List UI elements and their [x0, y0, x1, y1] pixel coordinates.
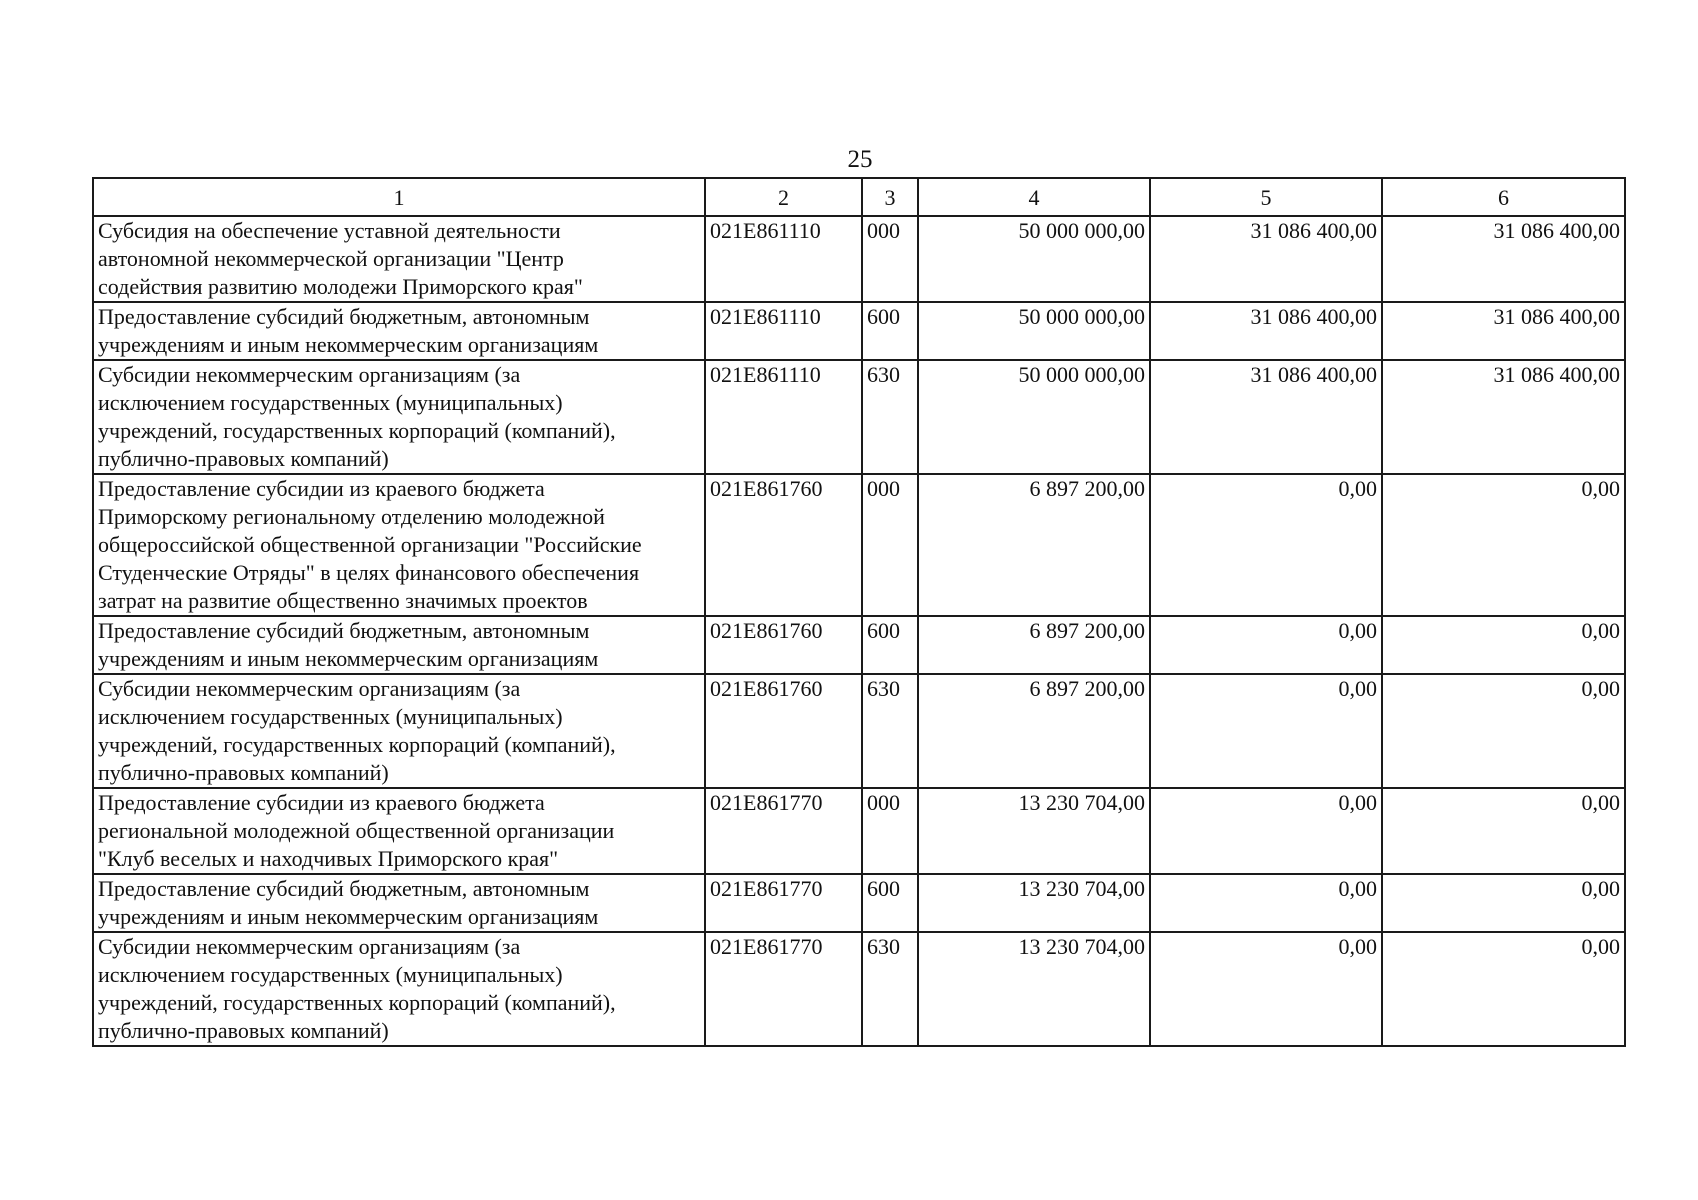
target-code-cell: 021E861110 — [705, 360, 862, 474]
amount-col5-cell: 31 086 400,00 — [1150, 360, 1382, 474]
description-cell: Предоставление субсидии из краевого бюджета Приморскому региональному отделению молодежной общероссийской общественной организации "Российские Студенческие Отряды" в целях финансового обеспечения затрат на развитие общественно значимых проектов — [93, 474, 705, 616]
column-header-1: 1 — [93, 178, 705, 216]
expense-type-cell: 000 — [862, 788, 918, 874]
target-code-cell: 021E861770 — [705, 874, 862, 932]
amount-col6-cell: 0,00 — [1382, 616, 1625, 674]
description-cell: Предоставление субсидий бюджетным, автономным учреждениям и иным некоммерческим организациям — [93, 302, 705, 360]
amount-col6-cell: 0,00 — [1382, 674, 1625, 788]
amount-col4-cell: 13 230 704,00 — [918, 932, 1150, 1046]
description-cell: Предоставление субсидий бюджетным, автономным учреждениям и иным некоммерческим организациям — [93, 874, 705, 932]
column-header-3: 3 — [862, 178, 918, 216]
expense-type-cell: 630 — [862, 674, 918, 788]
amount-col5-cell: 0,00 — [1150, 788, 1382, 874]
column-header-2: 2 — [705, 178, 862, 216]
expense-type-cell: 630 — [862, 360, 918, 474]
amount-col4-cell: 13 230 704,00 — [918, 788, 1150, 874]
column-header-4: 4 — [918, 178, 1150, 216]
target-code-cell: 021E861110 — [705, 216, 862, 302]
expense-type-cell: 600 — [862, 302, 918, 360]
amount-col6-cell: 31 086 400,00 — [1382, 302, 1625, 360]
table-row — [93, 932, 1625, 1046]
table-row — [93, 216, 1625, 302]
amount-col5-cell: 0,00 — [1150, 874, 1382, 932]
amount-col5-cell: 0,00 — [1150, 674, 1382, 788]
amount-col5-cell: 0,00 — [1150, 932, 1382, 1046]
page-number: 25 — [847, 146, 873, 173]
amount-col6-cell: 0,00 — [1382, 874, 1625, 932]
description-cell: Предоставление субсидии из краевого бюджета региональной молодежной общественной организации "Клуб веселых и находчивых Приморского края" — [93, 788, 705, 874]
description-cell: Субсидии некоммерческим организациям (за исключением государственных (муниципальных) учреждений, государственных корпораций (компаний), публично-правовых компаний) — [93, 674, 705, 788]
target-code-cell: 021E861760 — [705, 474, 862, 616]
amount-col5-cell: 31 086 400,00 — [1150, 302, 1382, 360]
expense-type-cell: 630 — [862, 932, 918, 1046]
amount-col6-cell: 0,00 — [1382, 932, 1625, 1046]
target-code-cell: 021E861770 — [705, 788, 862, 874]
table-row — [93, 874, 1625, 932]
amount-col4-cell: 6 897 200,00 — [918, 474, 1150, 616]
table-row — [93, 302, 1625, 360]
description-cell: Предоставление субсидий бюджетным, автономным учреждениям и иным некоммерческим организациям — [93, 616, 705, 674]
amount-col4-cell: 50 000 000,00 — [918, 216, 1150, 302]
expense-type-cell: 600 — [862, 616, 918, 674]
table-row — [93, 474, 1625, 616]
table-header-row — [93, 178, 1625, 216]
amount-col5-cell: 31 086 400,00 — [1150, 216, 1382, 302]
table-row — [93, 616, 1625, 674]
description-cell: Субсидии некоммерческим организациям (за исключением государственных (муниципальных) учреждений, государственных корпораций (компаний), публично-правовых компаний) — [93, 932, 705, 1046]
description-cell: Субсидия на обеспечение уставной деятельности автономной некоммерческой организации "Центр содействия развитию молодежи Приморского края" — [93, 216, 705, 302]
amount-col4-cell: 13 230 704,00 — [918, 874, 1150, 932]
amount-col4-cell: 50 000 000,00 — [918, 360, 1150, 474]
amount-col5-cell: 0,00 — [1150, 616, 1382, 674]
column-header-5: 5 — [1150, 178, 1382, 216]
table-row — [93, 674, 1625, 788]
amount-col4-cell: 6 897 200,00 — [918, 616, 1150, 674]
table-row — [93, 360, 1625, 474]
amount-col6-cell: 31 086 400,00 — [1382, 216, 1625, 302]
target-code-cell: 021E861110 — [705, 302, 862, 360]
target-code-cell: 021E861760 — [705, 674, 862, 788]
expense-type-cell: 000 — [862, 216, 918, 302]
budget-table — [92, 177, 1626, 1047]
table-row — [93, 788, 1625, 874]
amount-col6-cell: 0,00 — [1382, 788, 1625, 874]
expense-type-cell: 600 — [862, 874, 918, 932]
column-header-6: 6 — [1382, 178, 1625, 216]
target-code-cell: 021E861770 — [705, 932, 862, 1046]
amount-col6-cell: 0,00 — [1382, 474, 1625, 616]
expense-type-cell: 000 — [862, 474, 918, 616]
description-cell: Субсидии некоммерческим организациям (за исключением государственных (муниципальных) учреждений, государственных корпораций (компаний), публично-правовых компаний) — [93, 360, 705, 474]
target-code-cell: 021E861760 — [705, 616, 862, 674]
amount-col6-cell: 31 086 400,00 — [1382, 360, 1625, 474]
amount-col4-cell: 6 897 200,00 — [918, 674, 1150, 788]
budget-sheet — [92, 177, 1624, 1047]
amount-col4-cell: 50 000 000,00 — [918, 302, 1150, 360]
amount-col5-cell: 0,00 — [1150, 474, 1382, 616]
table-body — [93, 216, 1625, 1046]
